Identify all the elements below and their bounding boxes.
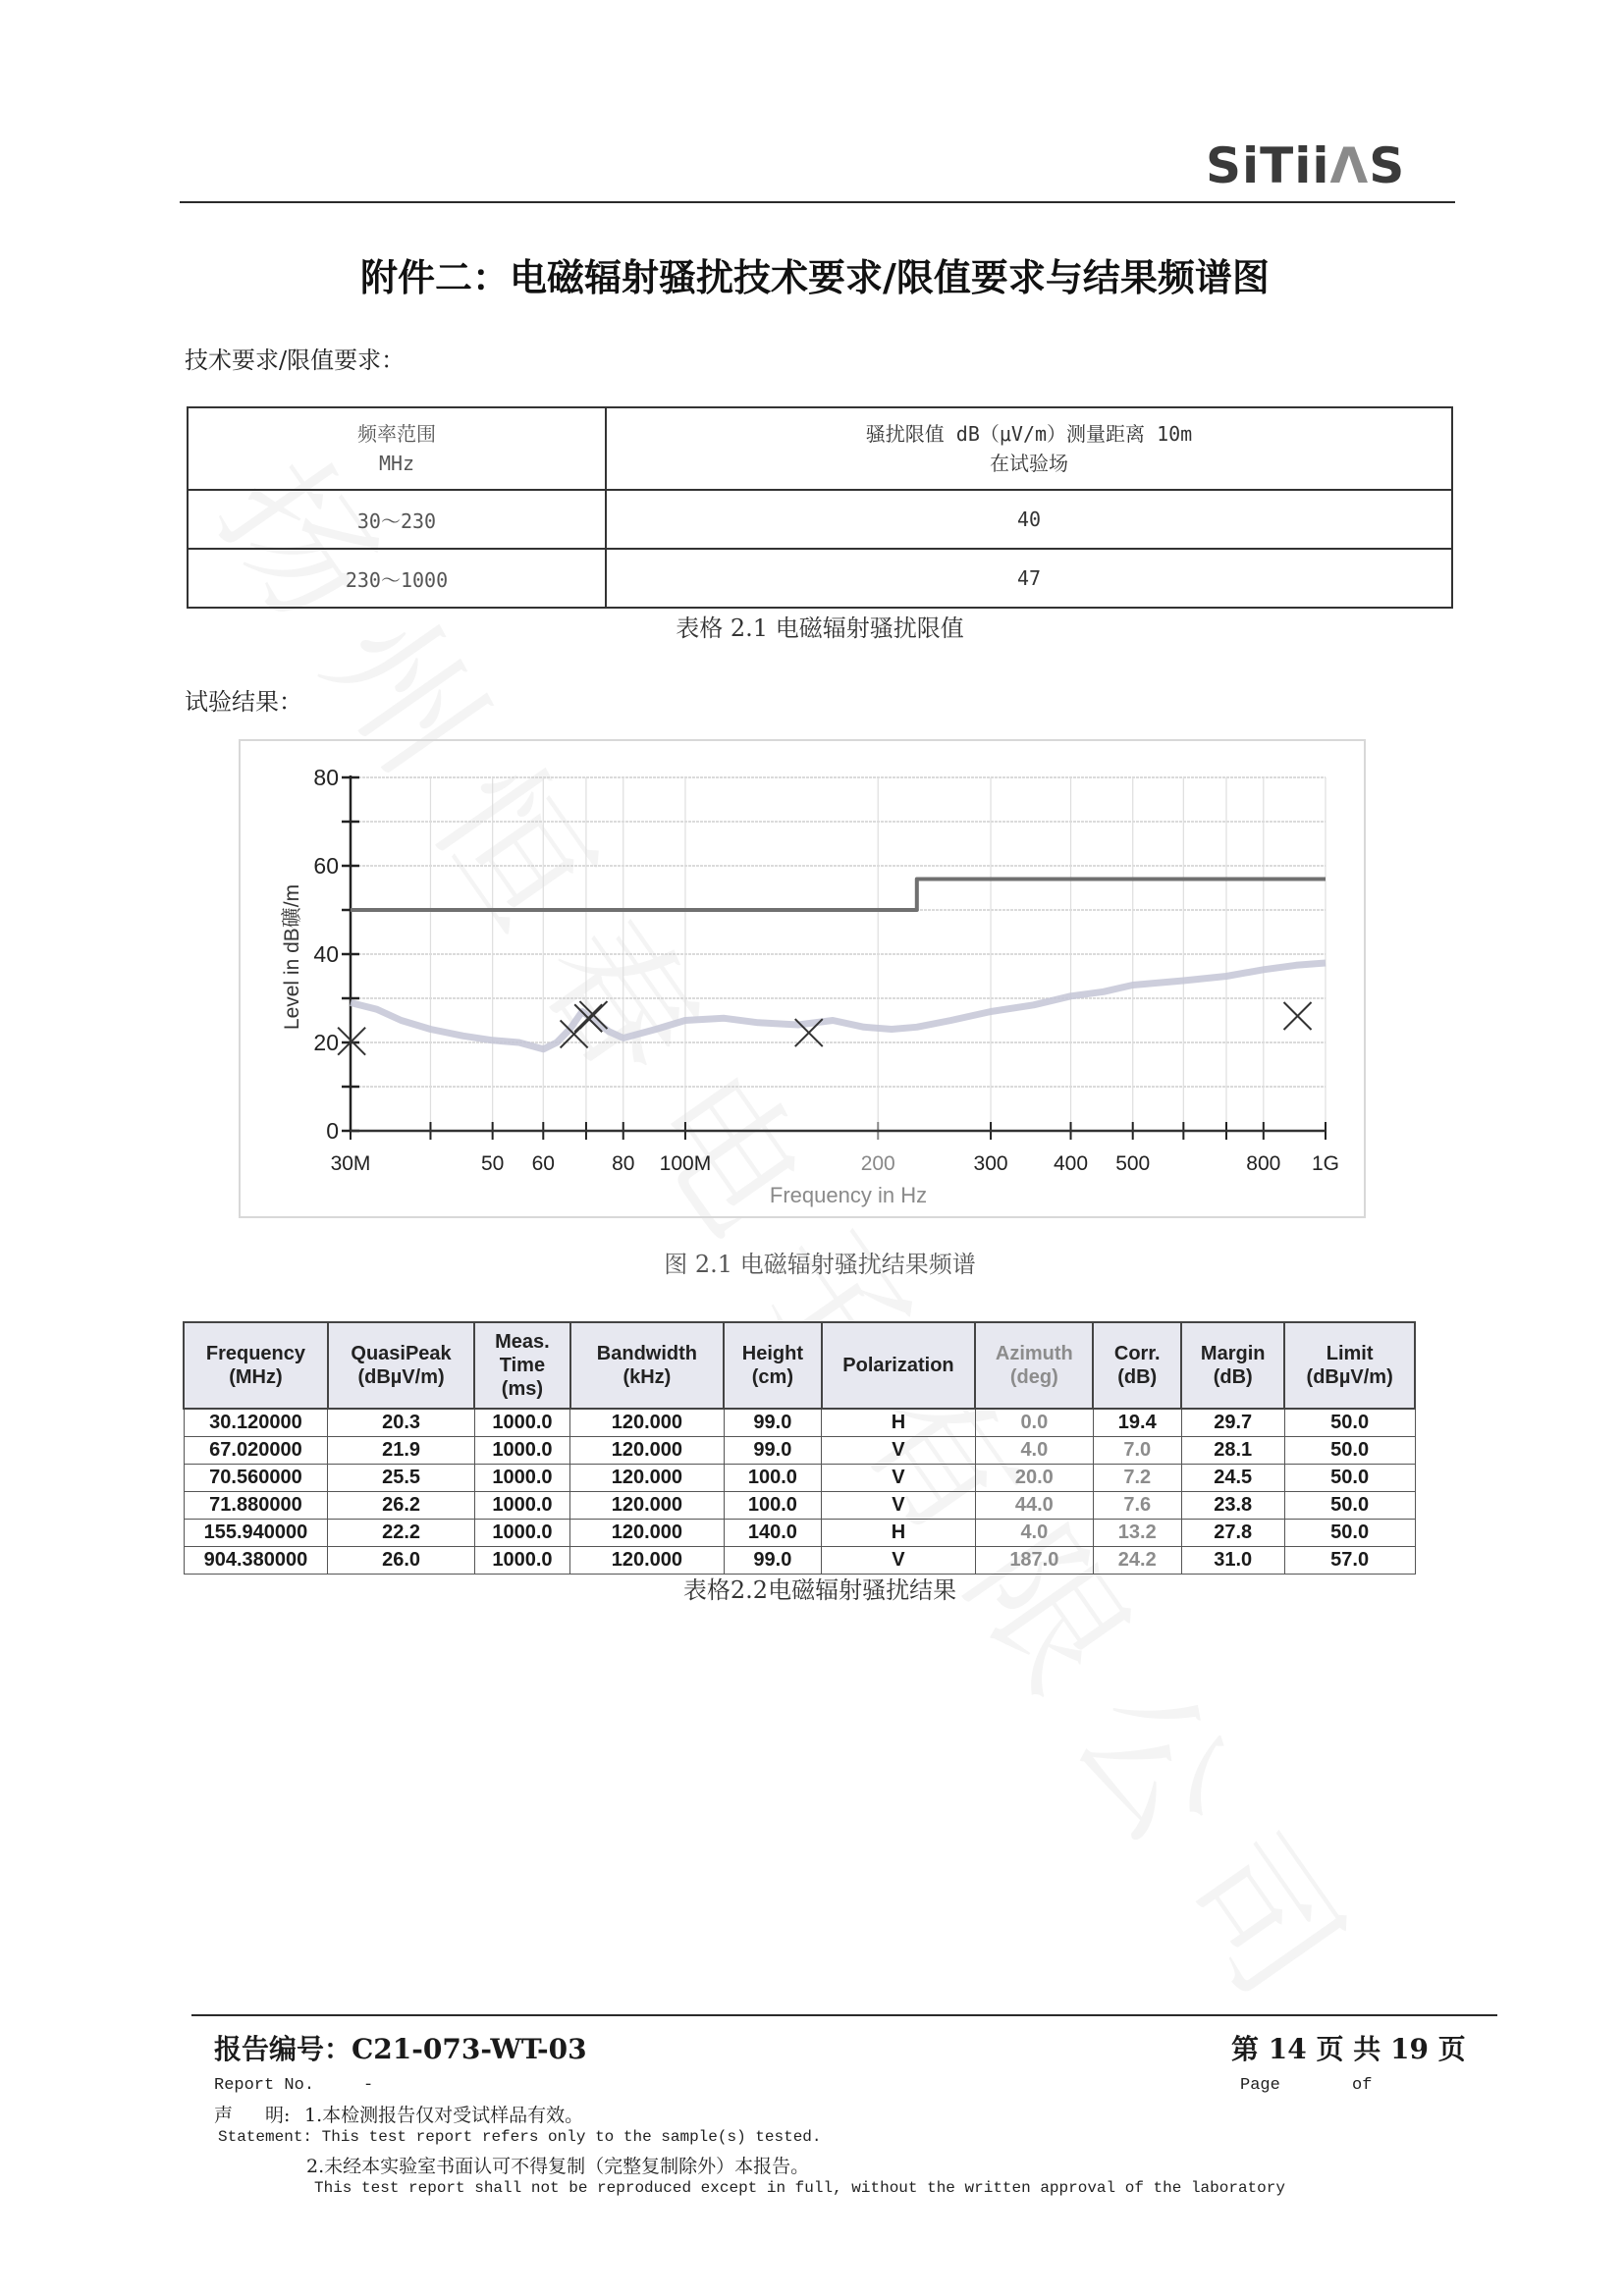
results-header-text: (dB)	[1213, 1366, 1253, 1388]
results-label: 试验结果：	[185, 688, 302, 716]
results-cell: 120.000	[570, 1492, 725, 1520]
results-cell: 44.0	[975, 1492, 1093, 1520]
results-row	[184, 1437, 1415, 1465]
results-cell: 4.0	[975, 1520, 1093, 1547]
results-header-cell	[975, 1322, 1093, 1409]
results-cell: 13.2	[1093, 1520, 1181, 1547]
results-cell: 120.000	[570, 1437, 725, 1465]
results-row	[184, 1465, 1415, 1492]
results-cell: 4.0	[975, 1437, 1093, 1465]
limits-header-limit	[606, 407, 1452, 490]
x-tick-label: 100M	[659, 1152, 712, 1175]
results-cell: 20.0	[975, 1465, 1093, 1492]
results-cell: 120.000	[570, 1520, 725, 1547]
results-cell: 1000.0	[474, 1547, 569, 1575]
results-cell: V	[822, 1465, 976, 1492]
statement-prefix-2: 明:	[265, 2105, 291, 2126]
requirements-label: 技术要求/限值要求：	[185, 347, 406, 374]
report-number-en: Report No.	[214, 2076, 315, 2095]
results-header-cell	[1093, 1322, 1181, 1409]
limits-table-caption: 表格 2.1 电磁辐射骚扰限值	[676, 614, 964, 642]
statement-en-2: This test report shall not be reproduced except in full, without the written approval of the laboratory	[314, 2179, 1285, 2197]
x-tick-label: 200	[860, 1152, 895, 1175]
results-cell: 100.0	[724, 1492, 821, 1520]
results-cell: 1000.0	[474, 1492, 569, 1520]
results-cell: 25.5	[328, 1465, 474, 1492]
results-cell: 50.0	[1284, 1409, 1415, 1437]
x-axis-label: Frequency in Hz	[769, 1183, 928, 1207]
results-cell: V	[822, 1492, 976, 1520]
results-header-cell	[184, 1322, 328, 1409]
statement-prefix: 声	[214, 2105, 234, 2126]
results-header-text: Time	[499, 1355, 546, 1376]
company-watermark	[180, 412, 1424, 2061]
y-tick-label: 80	[313, 765, 339, 790]
results-header-text: Corr.	[1113, 1343, 1161, 1364]
results-header-text: Meas.	[495, 1331, 550, 1353]
chart-caption: 图 2.1 电磁辐射骚扰结果频谱	[664, 1251, 976, 1278]
results-cell: 99.0	[724, 1409, 821, 1437]
results-cell: V	[822, 1547, 976, 1575]
x-tick-label: 500	[1115, 1152, 1151, 1175]
x-tick-label: 300	[973, 1152, 1008, 1175]
logo-text-part1: SiTii	[1206, 137, 1330, 194]
quasi-peak-marker	[1284, 1002, 1312, 1030]
results-cell: 57.0	[1284, 1547, 1415, 1575]
of-en: of	[1352, 2076, 1373, 2095]
limits-header-limit-label: 骚扰限值 dB（μV/m）测量距离 10m	[865, 422, 1193, 446]
y-tick-label: 60	[313, 853, 339, 879]
results-header-text: (ms)	[501, 1378, 544, 1400]
results-header-text: (dBµV/m)	[357, 1366, 445, 1388]
results-table-caption: 表格2.2电磁辐射骚扰结果	[682, 1576, 957, 1604]
y-tick-label: 40	[313, 941, 339, 967]
limits-range: 30～230	[188, 490, 606, 549]
results-cell: 71.880000	[184, 1492, 328, 1520]
results-cell: 67.020000	[184, 1437, 328, 1465]
results-cell: H	[822, 1520, 976, 1547]
footer-divider	[191, 2014, 1497, 2016]
results-cell: 0.0	[975, 1409, 1093, 1437]
results-cell: 70.560000	[184, 1465, 328, 1492]
results-header-cell	[724, 1322, 821, 1409]
results-cell: 28.1	[1181, 1437, 1284, 1465]
x-tick-label: 80	[612, 1152, 635, 1175]
limits-header-frequency	[188, 407, 606, 490]
y-tick-label: 20	[313, 1030, 339, 1055]
results-cell: 7.0	[1093, 1437, 1181, 1465]
chart-grid	[351, 777, 1326, 1131]
results-header-cell	[1181, 1322, 1284, 1409]
chart-axes	[313, 765, 1339, 1175]
results-header-text: Frequency	[205, 1343, 306, 1364]
limits-range: 230～1000	[188, 549, 606, 608]
results-header-text: Azimuth	[995, 1343, 1073, 1364]
results-cell: 155.940000	[184, 1520, 328, 1547]
chart-series	[338, 880, 1326, 1055]
results-cell: 23.8	[1181, 1492, 1284, 1520]
company-logo	[1206, 137, 1451, 192]
page-en: Page	[1240, 2076, 1280, 2095]
results-header-text: (deg)	[1009, 1366, 1058, 1388]
results-row	[184, 1520, 1415, 1547]
results-cell: 24.2	[1093, 1547, 1181, 1575]
results-row	[184, 1409, 1415, 1437]
report-number: 报告编号：C21-073-WT-03	[214, 2033, 587, 2065]
x-tick-label: 50	[480, 1152, 505, 1175]
results-cell: 187.0	[975, 1547, 1093, 1575]
results-header-text: (MHz)	[229, 1366, 283, 1388]
results-cell: 26.0	[328, 1547, 474, 1575]
results-header-text: (cm)	[751, 1366, 793, 1388]
logo-text-part2: Λ	[1329, 137, 1370, 194]
results-cell: 904.380000	[184, 1547, 328, 1575]
results-cell: 26.2	[328, 1492, 474, 1520]
results-cell: 50.0	[1284, 1520, 1415, 1547]
results-cell: 20.3	[328, 1409, 474, 1437]
x-tick-label: 800	[1246, 1152, 1281, 1175]
limits-header-frequency-unit: MHz	[378, 452, 415, 475]
x-tick-label: 400	[1053, 1152, 1089, 1175]
results-header-text: Margin	[1200, 1343, 1266, 1364]
limits-table	[187, 406, 1453, 609]
report-number-dash: -	[363, 2076, 374, 2095]
results-header-cell	[822, 1322, 976, 1409]
statement-cn-1: 1.本检测报告仅对受试样品有效。	[304, 2105, 584, 2126]
results-cell: 120.000	[570, 1465, 725, 1492]
results-cell: 140.0	[724, 1520, 821, 1547]
header-divider	[180, 201, 1455, 203]
results-header-row	[184, 1322, 1415, 1409]
x-tick-label: 1G	[1311, 1152, 1340, 1175]
limits-row	[188, 490, 1452, 549]
page-indicator: 第 14 页 共 19 页	[1231, 2033, 1466, 2065]
results-cell: 99.0	[724, 1547, 821, 1575]
results-cell: 100.0	[724, 1465, 821, 1492]
results-cell: 31.0	[1181, 1547, 1284, 1575]
results-cell: 21.9	[328, 1437, 474, 1465]
results-header-cell	[328, 1322, 474, 1409]
results-header-text: QuasiPeak	[351, 1343, 452, 1364]
y-axis-label: Level in dB礦/m	[281, 883, 303, 1031]
spectrum-chart	[239, 739, 1364, 1216]
limits-value: 47	[606, 549, 1452, 608]
results-cell: 24.5	[1181, 1465, 1284, 1492]
limits-header-limit-site: 在试验场	[990, 452, 1068, 475]
results-header-text: Height	[741, 1343, 803, 1364]
results-cell: 27.8	[1181, 1520, 1284, 1547]
results-table	[183, 1321, 1416, 1575]
results-cell: V	[822, 1437, 976, 1465]
results-cell: 1000.0	[474, 1437, 569, 1465]
results-cell: 7.2	[1093, 1465, 1181, 1492]
results-cell: 1000.0	[474, 1409, 569, 1437]
x-tick-label: 30M	[330, 1152, 371, 1175]
page-title: 附件二：电磁辐射骚扰技术要求/限值要求与结果频谱图	[360, 255, 1270, 299]
results-header-text: Bandwidth	[596, 1343, 698, 1364]
results-cell: 99.0	[724, 1437, 821, 1465]
spectrum-trace	[351, 963, 1326, 1049]
results-cell: H	[822, 1409, 976, 1437]
results-header-text: (dB)	[1117, 1366, 1158, 1388]
results-header-cell	[570, 1322, 725, 1409]
statement-cn-2: 2.未经本实验室书面认可不得复制（完整复制除外）本报告。	[306, 2156, 810, 2177]
results-cell: 120.000	[570, 1547, 725, 1575]
limit-line	[351, 880, 1326, 911]
results-cell: 120.000	[570, 1409, 725, 1437]
results-cell: 50.0	[1284, 1465, 1415, 1492]
results-cell: 7.6	[1093, 1492, 1181, 1520]
results-cell: 1000.0	[474, 1465, 569, 1492]
results-cell: 1000.0	[474, 1520, 569, 1547]
limits-header-row	[188, 407, 1452, 490]
results-header-text: Polarization	[842, 1355, 954, 1376]
statement-en-1: Statement: This test report refers only to the sample(s) tested.	[218, 2128, 822, 2146]
limits-value: 40	[606, 490, 1452, 549]
results-cell: 50.0	[1284, 1492, 1415, 1520]
limits-header-frequency-label: 频率范围	[357, 422, 436, 446]
results-header-cell	[474, 1322, 569, 1409]
y-tick-label: 0	[326, 1118, 339, 1144]
results-cell: 19.4	[1093, 1409, 1181, 1437]
logo-text-part3: S	[1369, 137, 1406, 194]
results-header-text: Limit	[1326, 1343, 1374, 1364]
x-tick-label: 60	[531, 1152, 555, 1175]
results-cell: 50.0	[1284, 1437, 1415, 1465]
results-cell: 29.7	[1181, 1409, 1284, 1437]
results-header-text: (dBµV/m)	[1306, 1366, 1393, 1388]
limits-row	[188, 549, 1452, 608]
results-header-text: (kHz)	[623, 1366, 672, 1388]
results-cell: 22.2	[328, 1520, 474, 1547]
results-cell: 30.120000	[184, 1409, 328, 1437]
results-header-cell	[1284, 1322, 1415, 1409]
results-row	[184, 1492, 1415, 1520]
